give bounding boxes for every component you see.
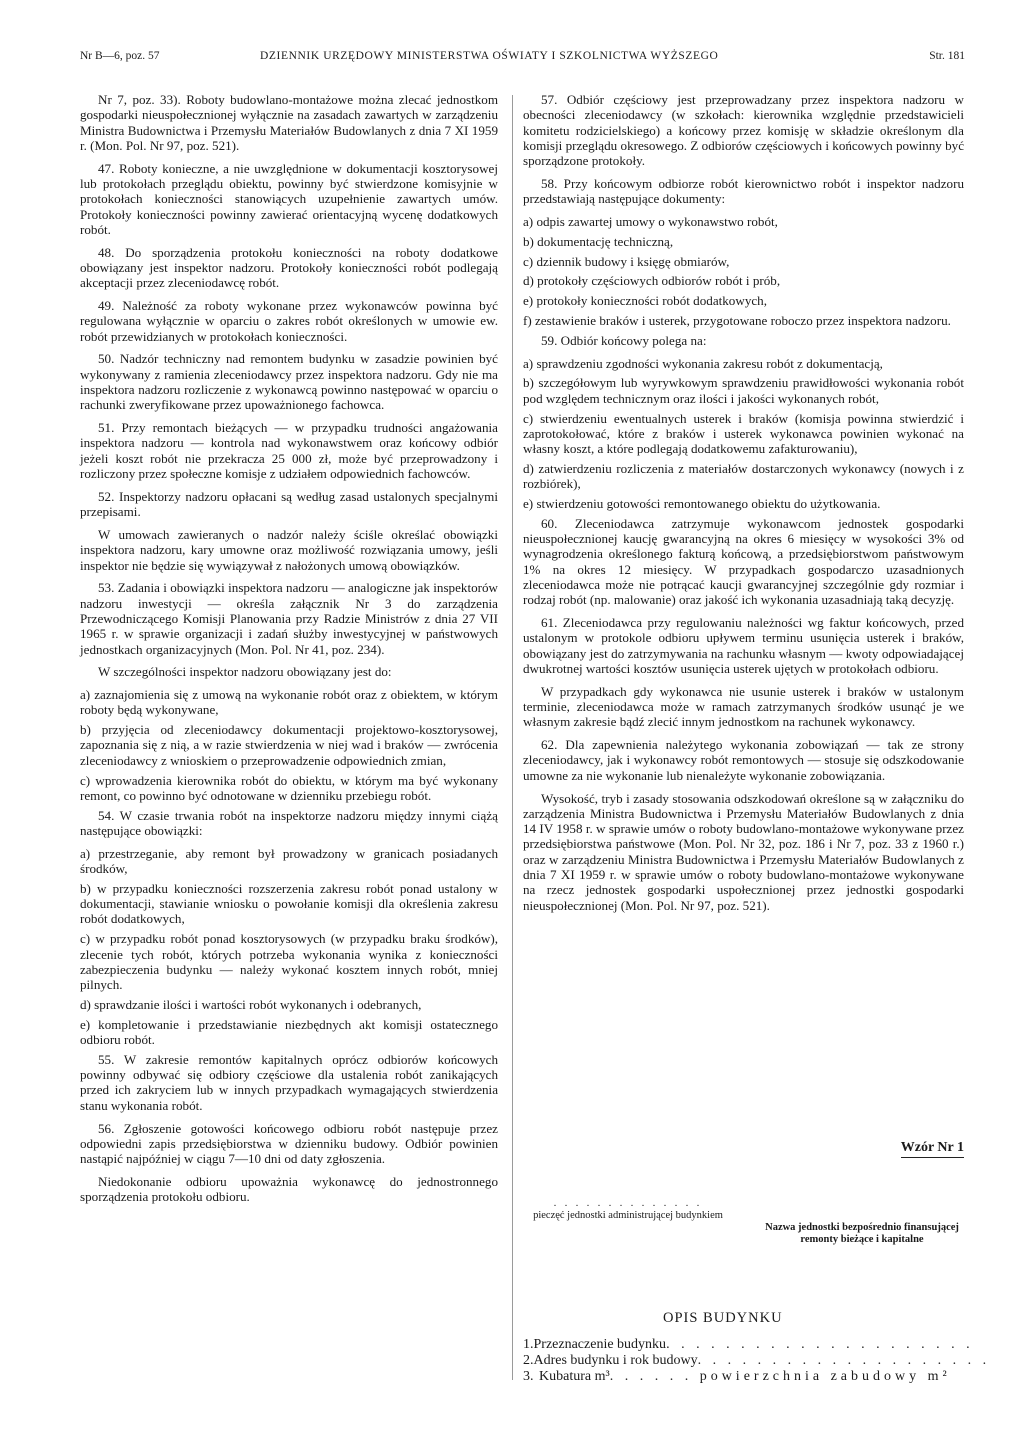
- form-row-label: Adres budynku i rok budowy: [533, 1353, 698, 1368]
- list-item: d) protokoły częściowych odbiorów robót i prób,: [523, 273, 781, 289]
- form-heading: OPIS BUDYNKU: [663, 1310, 783, 1326]
- journal-title: DZIENNIK URZĘDOWY MINISTERSTWA OŚWIATY I SZKOLNICTWA WYŻSZEGO: [260, 50, 719, 62]
- list-item: e) kompletowanie i przedstawianie niezbędnych akt komisji ostatecznego odbioru robót.: [80, 1016, 498, 1048]
- unit-caption: Nazwa jednostki bezpośrednio finansującej remonty bieżące i kapitalne: [765, 1222, 959, 1245]
- form-title: Wzór Nr 1: [901, 1140, 964, 1158]
- form-row: [523, 1337, 974, 1353]
- form-row-dots: . . . . . . powierzchnia zabudowy m²: [609, 1369, 951, 1384]
- list-item: a) odpis zawartej umowy o wykonawstwo robót,: [523, 214, 778, 230]
- form-row: [523, 1369, 964, 1385]
- issue-number: Nr B—6, poz. 57: [80, 50, 160, 62]
- list-item: c) w przypadku robót ponad kosztorysowych (w przypadku braku środków), zlecenie tych robót, których potrzeba wykonania wynika z konieczności zabezpieczenia budynku — należy wykonać kosztem innych robót, mniej pilnych.: [80, 931, 498, 993]
- list-item: e) protokoły konieczności robót dodatkowych,: [523, 293, 767, 309]
- form-template: [523, 1140, 991, 1400]
- paragraph: 55. W zakresie remontów kapitalnych oprócz odbiorów końcowych powinny odbywać się odbiory częściowe dla ustalenia robót zanikających przed ich zakryciem lub w innych przypadkach wymagających stwierdzenia stanu wykonania robót.: [80, 1051, 498, 1113]
- paragraph: 62. Dla zapewnienia należytego wykonania zobowiązań — tak ze strony zleceniodawcy, jak i wykonawcy robót remontowych — stosuje się odszkodowanie umowne za nie wykonanie lub nienależyte wykonanie zobowiązania.: [523, 737, 964, 783]
- paragraph: W umowach zawieranych o nadzór należy ściśle określać obowiązki inspektora nadzoru, kary umowne oraz możliwość rozwiązania umowy, jeśli inspektor nie będzie się wywiązywał z nałożonych umową obowiązków.: [80, 526, 498, 573]
- form-rows: [523, 1337, 991, 1385]
- list-item: b) w przypadku konieczności rozszerzenia zakresu robót ponad ustalony w dokumentacji, stawianie wniosku o powołanie komisji dla określenia zakresu robót dodatkowych,: [80, 880, 498, 927]
- list-item: d) sprawdzanie ilości i wartości robót wykonanych i odebranych,: [80, 996, 422, 1012]
- paragraph: W szczególności inspektor nadzoru obowiązany jest do:: [98, 664, 392, 680]
- paragraph: 47. Roboty konieczne, a nie uwzględnione w dokumentacji kosztorysowej lub protokołach przeglądu obiektu, powinny być stwierdzone komisyjnie w protokołach konieczności stanowiących uzupełnienie zawartych umów. Protokoły konieczności powinny zawierać orientacyjną wycenę dodatkowych robót.: [80, 160, 498, 237]
- paragraph: 48. Do sporządzenia protokołu konieczności na roboty dodatkowe obowiązany jest inspektor nadzoru. Protokoły konieczności robót podlegają akceptacji przez zleceniodawcę robót.: [80, 244, 498, 291]
- paragraph: 58. Przy końcowym odbiorze robót kierownictwo robót i inspektor nadzoru przedstawiają następujące dokumenty:: [523, 175, 964, 207]
- paragraph: 57. Odbiór częściowy jest przeprowadzany przez inspektora nadzoru w obecności zleceniodawcy (w szkołach: kierownika względnie przedstawicieli komitetu rodzicielskiego) a końcowy przez komisję w składzie określonym dla komisji przeglądu okresowego. Z odbiorów częściowych i końcowych powinny być sporządzone protokoły.: [523, 92, 964, 169]
- list-item: b) szczegółowym lub wyrywkowym sprawdzeniu prawidłowości wykonania robót pod względem technicznym oraz ilości i jakości wykonanych robót,: [523, 375, 964, 406]
- form-row-dots: . . . . . . . . . . . . . . . . . . . .: [697, 1353, 991, 1368]
- stamp-dots: . . . . . . . . . . . . . .: [553, 1198, 703, 1209]
- right-column: [523, 92, 964, 920]
- column-divider: [512, 95, 513, 1380]
- paragraph: Wysokość, tryb i zasady stosowania odszkodowań określone są w załączniku do zarządzenia Ministra Budownictwa i Przemysłu Materiałów Budowlanych z dnia 14 IV 1958 r. w sprawie umów o roboty budowlano-montażowe wykonywane przez przedsiębiorstwa państwowe (Mon. Pol. Nr 32, poz. 186 i Nr 7, poz. 33 z 1960 r.) oraz w zarządzeniu Ministra Budownictwa i Przemysłu Materiałów Budowlanych z dnia 7 XI 1959 r. w sprawie umów o roboty budowlano-montażowe wykonywane na rzecz jednostek gospodarki uspołecznionej przez jednostki gospodarki nieuspołecznionej (Mon. Pol. Nr 97, poz. 521).: [523, 790, 964, 913]
- list-item: a) zaznajomienia się z umową na wykonanie robót oraz z obiektem, w którym roboty będą wykonywane,: [80, 687, 498, 718]
- form-row-number: 2.: [523, 1353, 534, 1368]
- paragraph: 59. Odbiór końcowy polega na:: [541, 332, 707, 348]
- list-item: f) zestawienie braków i usterek, przygotowane roboczo przez inspektora nadzoru.: [523, 313, 951, 329]
- list-item: d) zatwierdzeniu rozliczenia z materiałów dostarczonych wykonawcy (nowych i z rozbiórek),: [523, 460, 964, 492]
- stamp-caption: pieczęć jednostki administrującej budynkiem: [533, 1210, 723, 1221]
- form-row-label: Przeznaczenie budynku: [533, 1337, 667, 1352]
- list-item: a) sprawdzeniu zgodności wykonania zakresu robót z dokumentacją,: [523, 355, 883, 371]
- list-item: b) przyjęcia od zleceniodawcy dokumentacji projektowo-kosztorysowej, zapoznania się z nią, a w razie stwierdzenia w niej wad i braków — zwrócenia zleceniodawcy z wnioskiem o przeprowadzenie odpowiednich zmian,: [80, 722, 498, 768]
- list-item: a) przestrzeganie, aby remont był prowadzony w granicach posiadanych środków,: [80, 845, 498, 877]
- form-row-label: Kubatura m³: [539, 1369, 610, 1384]
- form-row: [523, 1353, 991, 1369]
- paragraph: W przypadkach gdy wykonawca nie usunie usterek i braków w ustalonym terminie, zleceniodawca może w ramach zatrzymanych środków usunąć je we własnym zakresie bądź zlecić innym jednostkom na rachunek wykonawcy.: [523, 683, 964, 730]
- form-row-dots: . . . . . . . . . . . . . . . . . . . . .: [666, 1337, 974, 1352]
- stamp-area: [533, 1198, 723, 1222]
- paragraph: Nr 7, poz. 33). Roboty budowlano-montażowe można zlecać jednostkom gospodarki nieuspołecznionej wyłącznie na zasadach zawartych w zarządzeniu Ministra Budownictwa i Przemysłu Materiałów Budowlanych z dnia 7 XI 1959 r. (Mon. Pol. Nr 97, poz. 521).: [80, 92, 498, 153]
- list-item: c) wprowadzenia kierownika robót do obiektu, w którym ma być wykonany remont, co powinno być odnotowane w dzienniku przebiegu robót.: [80, 772, 498, 803]
- paragraph: 60. Zleceniodawca zatrzymuje wykonawcom jednostek gospodarki nieuspołecznionej kaucję gwarancyjną na okres 6 miesięcy w wysokości 3% od wynagrodzenia określonego fakturą końcową, a przedsiębiorstwom państwowym 1% na okres 12 miesięcy. W przypadkach gospodarczo uzasadnionych zleceniodawca może nie potrącać kaucji gwarancyjnej szczególnie gdy rozmiar i rodzaj robót (np. malowanie) oraz jakość ich wykonania uzasadniają taką decyzję.: [523, 515, 964, 608]
- paragraph: 51. Przy remontach bieżących — w przypadku trudności angażowania inspektora nadzoru — kontrola nad wykonawstwem oraz końcowy odbiór jeżeli koszt robót nie przekracza 25 000 zł, może być przeprowadzony i rozliczony przez społeczne komisje z udziałem odpowiednich fachowców.: [80, 420, 498, 482]
- paragraph: 53. Zadania i obowiązki inspektora nadzoru — analogiczne jak inspektorów nadzoru inwestycji — określa załącznik Nr 3 do zarządzenia Przewodniczącego Komisji Planowania przy Radzie Ministrów z dnia 27 VII 1965 r. w sprawie organizacji i zadań służby inwestycyjnej w państwowych jednostkach organizacyjnych (Mon. Pol. Nr 41, poz. 234).: [80, 580, 498, 657]
- paragraph: 54. W czasie trwania robót na inspektorze nadzoru między innymi ciążą następujące obowiązki:: [80, 807, 498, 838]
- list-item: e) stwierdzeniu gotowości remontowanego obiektu do użytkowania.: [523, 496, 881, 512]
- paragraph: 52. Inspektorzy nadzoru opłacani są według zasad ustalonych specjalnymi przepisami.: [80, 488, 498, 520]
- form-row-number: 3.: [523, 1369, 534, 1384]
- form-row-number: 1.: [523, 1337, 534, 1352]
- paragraph: Niedokonanie odbioru upoważnia wykonawcę do jednostronnego sporządzenia protokołu odbioru.: [80, 1173, 498, 1205]
- list-item: b) dokumentację techniczną,: [523, 233, 674, 249]
- paragraph: 49. Należność za roboty wykonane przez wykonawców powinna być regulowana wyłącznie w oparciu o zakres robót określonych w umowie ew. robót przewidzianych w protokołach konieczności.: [80, 298, 498, 344]
- page-number: Str. 181: [929, 50, 965, 62]
- page-header: [80, 50, 965, 72]
- left-column: [80, 92, 498, 1212]
- list-item: c) dziennik budowy i księgę obmiarów,: [523, 253, 730, 269]
- paragraph: 61. Zleceniodawca przy regulowaniu należności wg faktur końcowych, przed ustalonym w protokole odbioru upływem terminu usunięcia usterek i braków, obowiązany jest do zatrzymywania na rachunku własnym — kwoty odpowiadającej dwukrotnej wartości kosztów usunięcia usterek ujętych w protokołach odbioru.: [523, 615, 964, 676]
- paragraph: 50. Nadzór techniczny nad remontem budynku w zasadzie powinien być wykonywany z ramienia zleceniodawcy przez inspektora nadzoru. Gdy nie ma inspektora nadzoru rozliczenie z wykonawcą powinno następować w oparciu o rachunki zweryfikowane przez upoważnionego fachowca.: [80, 351, 498, 413]
- list-item: c) stwierdzeniu ewentualnych usterek i braków (komisja powinna stwierdzić i zaprotokołować, które z braków i usterek wykonawca powinien wykonać na własny koszt, a które podlegają dodatkowemu zafakturowaniu),: [523, 410, 964, 457]
- paragraph: 56. Zgłoszenie gotowości końcowego odbioru robót następuje przez odpowiedni zapis przedsiębiorstwa w dzienniku budowy. Odbiór powinien nastąpić najpóźniej w ciągu 7—10 dni od daty zgłoszenia.: [80, 1120, 498, 1167]
